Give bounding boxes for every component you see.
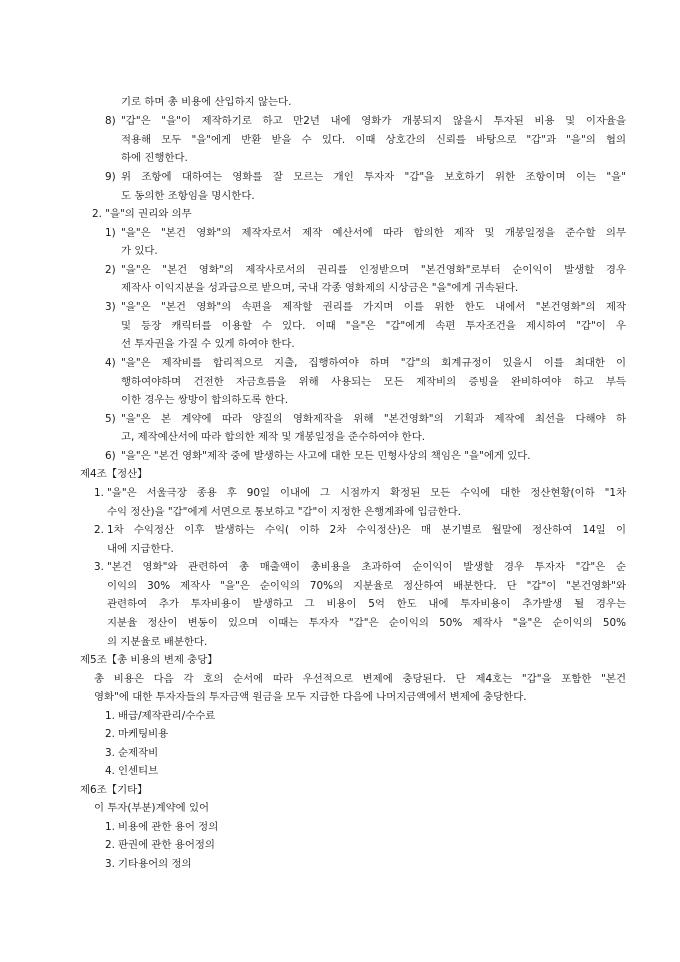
clause5-intro-line1: 총 비용은 다음 각 호의 순서에 따라 우선적으로 변제에 충당된다. 단 제4호는 "갑"을 포함한 "본건 — [94, 673, 626, 685]
clause4-item-2-line1: 1차 수익정산 이후 발생하는 수익( 이하 2차 수익정산)은 매 분기별로 월말에 정산하여 14일 이 — [107, 524, 626, 536]
clause5-item-text: 순제작비 — [118, 747, 159, 759]
clause6-item-number: 1. — [105, 821, 115, 833]
clause3-b-item-6-line1: "을"은 "본건 영화"제작 중에 발생하는 사고에 대한 모든 민형사상의 책임은 "을"에게 있다. — [121, 450, 531, 462]
clause3-b-item-number: 3) — [105, 301, 116, 313]
clause5-intro-line2: 영화"에 대한 투자자들의 투자금액 원금을 모두 지급한 다음에 나머지금액에서 변제에 충당한다. — [94, 691, 527, 703]
clause3-item-number: 8) — [105, 115, 116, 127]
clause6-item-text: 비용에 관한 용어 정의 — [118, 821, 219, 833]
clause5-item-number: 4. — [105, 765, 115, 777]
clause3-item-9-line1: 위 조항에 대하여는 영화를 잘 모르는 개인 투자자 "갑"을 보호하기 위한 조항이며 이는 "을" — [121, 171, 626, 183]
clause4-item-number: 3. — [94, 561, 104, 573]
clause3-b-item-3-line3: 선 투자권을 가질 수 있게 하여야 한다. — [121, 338, 295, 350]
clause5-item-text: 인센티브 — [118, 765, 159, 777]
clause5-item-number: 3. — [105, 747, 115, 759]
clause3-b-item-number: 6) — [105, 450, 116, 462]
clause4-item-number: 2. — [94, 524, 104, 536]
clause3-b-item-3-line2: 및 등장 캐릭터를 이용할 수 있다. 이때 "을"은 "갑"에게 속편 투자조건을 제시하여 "갑"이 우 — [121, 320, 626, 332]
clause3-b-item-1-line1: "을"은 "본건 영화"의 제작자로서 제작 예산서에 따라 합의한 제작 및 개봉일정을 준수할 의무 — [121, 227, 626, 239]
clause5-item-text: 배급/제작관리/수수료 — [118, 710, 216, 722]
clause4-item-3-line2: 이익의 30% 제작사 "을"은 순이익의 70%의 지분율로 정산하여 배분한다. 단 "갑"이 "본건영화"와 — [107, 580, 626, 592]
clause3-b-item-4-line1: "을"은 제작비를 합리적으로 지출, 집행하여야 하며 "갑"의 회계규정이 있을시 이를 최대한 이 — [121, 357, 626, 369]
clause6-intro: 이 투자(부분)계약에 있어 — [94, 802, 210, 814]
clause6-item-number: 3. — [105, 858, 115, 870]
clause3-b-item-2-line2: 제작사 이익지분을 성과급으로 받으며, 국내 각종 영화제의 시상금은 "을"에게 귀속된다. — [121, 282, 519, 294]
clause4-item-3-line4: 지분율 정산이 변동이 있으며 이때는 투자자 "갑"은 순이익의 50% 제작사 "을"은 순이익의 50% — [107, 617, 626, 629]
clause3-b-item-4-line3: 이한 경우는 쌍방이 합의하도록 한다. — [121, 394, 289, 406]
clause3-item-8-line3: 하에 진행한다. — [121, 152, 188, 164]
clause4-item-number: 1. — [94, 487, 104, 499]
clause4-item-1-line1: "을"은 서울극장 종용 후 90일 이내에 그 시점까지 확정된 모든 수익에 대한 정산현황(이하 "1차 — [107, 487, 626, 499]
clause4-item-2-line2: 내에 지급한다. — [107, 543, 174, 555]
clause5-title: 제5조【총 비용의 변제 충당】 — [80, 654, 218, 666]
clause5-item-number: 2. — [105, 728, 115, 740]
clause4-item-3-line3: 관련하여 추가 투자비용이 발생하고 그 비용이 5억 한도 내에 투자비용이 추가발생 될 경우는 — [107, 598, 626, 610]
clause3-b-item-number: 5) — [105, 413, 116, 425]
clause3-b-item-4-line2: 행하여야하며 건전한 자금흐름을 위해 사용되는 모든 제작비의 증빙을 완비하여야 하고 부득 — [121, 376, 626, 388]
clause3-b-item-number: 1) — [105, 227, 116, 239]
clause3-b-item-1-line2: 가 있다. — [121, 245, 158, 257]
clause3-b-item-3-line1: "을"은 "본건 영화"의 속편을 제작할 권리를 가지며 이를 위한 한도 내에서 "본건영화"의 제작 — [121, 301, 626, 313]
clause6-item-number: 2. — [105, 839, 115, 851]
section2-title: 2. "을"의 권리와 의무 — [92, 208, 192, 220]
clause3-item-8-line2: 적용해 모두 "을"에게 반환 받을 수 있다. 이때 상호간의 신뢰를 바탕으로 "갑"과 "을"의 협의 — [121, 134, 626, 146]
clause3-b-item-5-line1: "을"은 본 계약에 따라 양질의 영화제작을 위해 "본건영화"의 기획과 제작에 최선을 다해야 하 — [121, 413, 626, 425]
clause3-item-continuation: 기로 하며 총 비용에 산입하지 않는다. — [121, 96, 292, 108]
clause3-b-item-2-line1: "을"은 "본건 영화"의 제작사로서의 권리를 인정받으며 "본건영화"로부터 순이익이 발생할 경우 — [121, 264, 626, 276]
clause3-item-8-line1: "갑"은 "을"이 제작하기로 하고 만2년 내에 영화가 개봉되지 않을시 투자된 비용 및 이자율을 — [121, 115, 626, 127]
clause5-item-text: 마케팅비용 — [118, 728, 169, 740]
clause4-title: 제4조【정산】 — [80, 468, 148, 480]
clause4-item-3-line1: "본건 영화"와 관련하여 총 매출액이 총비용을 초과하여 순이익이 발생할 경우 투자자 "갑"은 순 — [107, 561, 626, 573]
clause4-item-3-line5: 의 지분율로 배분한다. — [107, 636, 208, 648]
clause3-b-item-5-line2: 고, 제작예산서에 따라 합의한 제작 및 개봉일정을 준수하여야 한다. — [121, 431, 426, 443]
clause6-title: 제6조【기타】 — [80, 784, 148, 796]
clause6-item-text: 판권에 관한 용어정의 — [118, 839, 215, 851]
clause3-item-number: 9) — [105, 171, 116, 183]
clause6-item-text: 기타용어의 정의 — [118, 858, 192, 870]
clause3-b-item-number: 4) — [105, 357, 116, 369]
clause4-item-1-line2: 수익 정산)을 "갑"에게 서면으로 통보하고 "갑"이 지정한 은행계좌에 입금한다. — [107, 506, 462, 518]
clause3-item-9-line2: 도 동의한 조항임을 명시한다. — [121, 190, 255, 202]
clause5-item-number: 1. — [105, 710, 115, 722]
clause3-b-item-number: 2) — [105, 264, 116, 276]
